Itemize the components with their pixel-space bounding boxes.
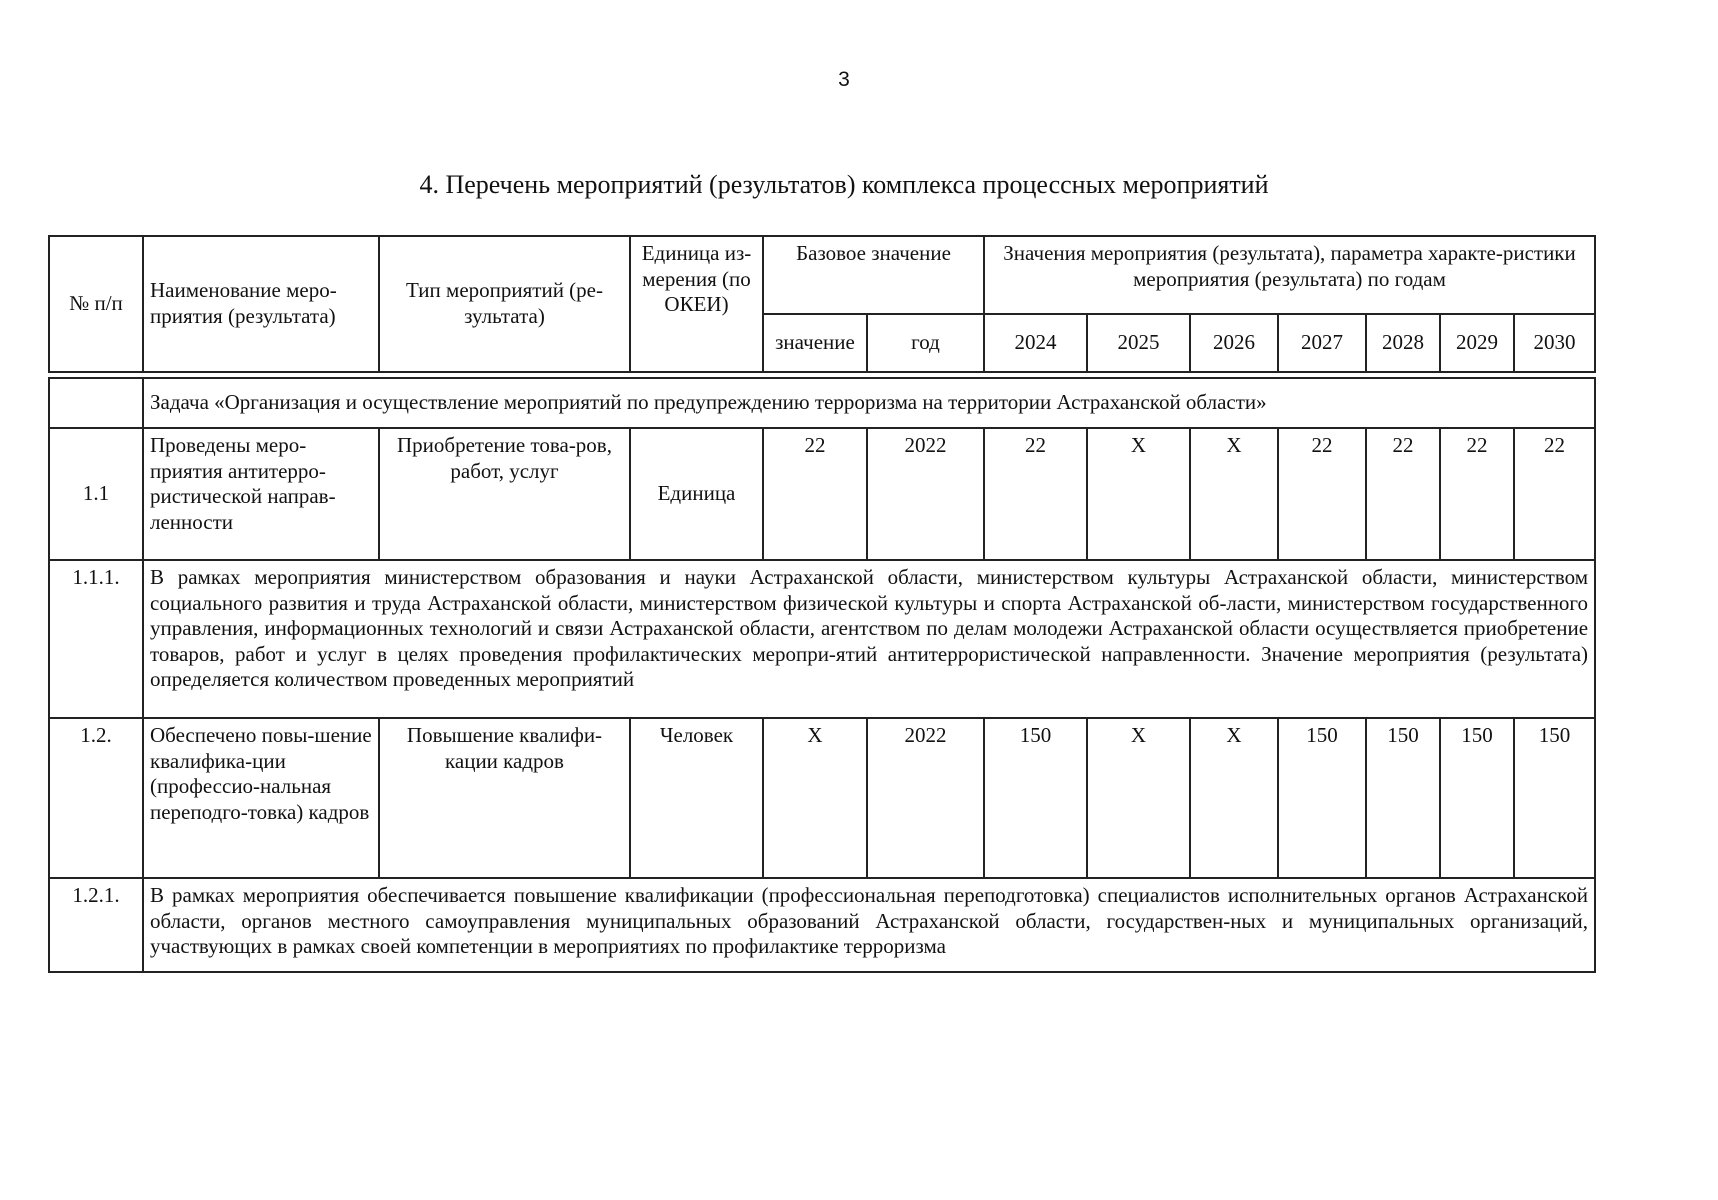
row-value-2025: X <box>1087 718 1190 878</box>
measures-table <box>48 235 1596 973</box>
header-year-2026: 2026 <box>1190 314 1278 372</box>
row-value-2029: 22 <box>1440 428 1514 560</box>
row-value-2026: X <box>1190 428 1278 560</box>
header-year-2027: 2027 <box>1278 314 1366 372</box>
row-base-value: X <box>763 718 867 878</box>
task-num-cell <box>49 378 143 428</box>
header-unit: Единица из-мерения (по ОКЕИ) <box>630 236 763 372</box>
row-value-2024: 22 <box>984 428 1087 560</box>
header-year-2024: 2024 <box>984 314 1087 372</box>
row-base-year: 2022 <box>867 428 984 560</box>
description-text: В рамках мероприятия обеспечивается повышение квалификации (профессиональная переподготовка) специалистов исполнительных органов Астраханской области, органов местного самоуправления муниципальных образований Астраханской области, государствен-ных и муниципальных организаций, участвующих в рамках своей компетенции в мероприятиях по профилактике терроризма <box>143 878 1595 972</box>
row-name: Обеспечено повы-шение квалифика-ции (профессио-нальная переподго-товка) кадров <box>143 718 379 878</box>
row-type: Приобретение това-ров, работ, услуг <box>379 428 630 560</box>
row-value-2027: 150 <box>1278 718 1366 878</box>
row-unit: Единица <box>630 428 763 560</box>
description-row <box>49 878 1595 972</box>
page-number: 3 <box>838 68 850 91</box>
header-year-2025: 2025 <box>1087 314 1190 372</box>
header-name: Наименование меро-приятия (результата) <box>143 236 379 372</box>
description-num: 1.2.1. <box>49 878 143 972</box>
header-year-2030: 2030 <box>1514 314 1595 372</box>
row-base-value: 22 <box>763 428 867 560</box>
header-base-value: значение <box>763 314 867 372</box>
description-text: В рамках мероприятия министерством образования и науки Астраханской области, министерством культуры Астраханской области, министерством социального развития и труда Астраханской области, министерством физической культуры и спорта Астраханской об-ласти, министерством государственного управления, информационных технологий и связи Астраханской области, агентством по делам молодежи Астраханской области осуществляется приобретение товаров, работ и услуг в целях проведения профилактических меропри-ятий антитеррористической направленности. Значение мероприятия (результата) определяется количеством проведенных мероприятий <box>143 560 1595 718</box>
header-row <box>49 236 1595 314</box>
row-value-2030: 22 <box>1514 428 1595 560</box>
row-num: 1.1 <box>49 428 143 560</box>
row-value-2029: 150 <box>1440 718 1514 878</box>
task-row <box>49 378 1595 428</box>
header-base: Базовое значение <box>763 236 984 314</box>
row-type: Повышение квалифи-кации кадров <box>379 718 630 878</box>
row-value-2025: X <box>1087 428 1190 560</box>
document-title: 4. Перечень мероприятий (результатов) комплекса процессных мероприятий <box>419 170 1269 199</box>
header-type: Тип мероприятий (ре-зультата) <box>379 236 630 372</box>
row-unit: Человек <box>630 718 763 878</box>
header-year-2029: 2029 <box>1440 314 1514 372</box>
row-value-2028: 150 <box>1366 718 1440 878</box>
row-value-2027: 22 <box>1278 428 1366 560</box>
table-row <box>49 428 1595 560</box>
row-value-2030: 150 <box>1514 718 1595 878</box>
header-num: № п/п <box>49 236 143 372</box>
row-value-2026: X <box>1190 718 1278 878</box>
header-year-2028: 2028 <box>1366 314 1440 372</box>
row-value-2024: 150 <box>984 718 1087 878</box>
header-base-year: год <box>867 314 984 372</box>
header-values-by-year: Значения мероприятия (результата), параметра характе-ристики мероприятия (результата) по годам <box>984 236 1595 314</box>
row-base-year: 2022 <box>867 718 984 878</box>
description-row <box>49 560 1595 718</box>
row-name: Проведены меро-приятия антитерро-ристической направ-ленности <box>143 428 379 560</box>
task-text: Задача «Организация и осуществление мероприятий по предупреждению терроризма на территории Астраханской области» <box>143 378 1595 428</box>
row-value-2028: 22 <box>1366 428 1440 560</box>
row-num: 1.2. <box>49 718 143 878</box>
description-num: 1.1.1. <box>49 560 143 718</box>
table-row <box>49 718 1595 878</box>
